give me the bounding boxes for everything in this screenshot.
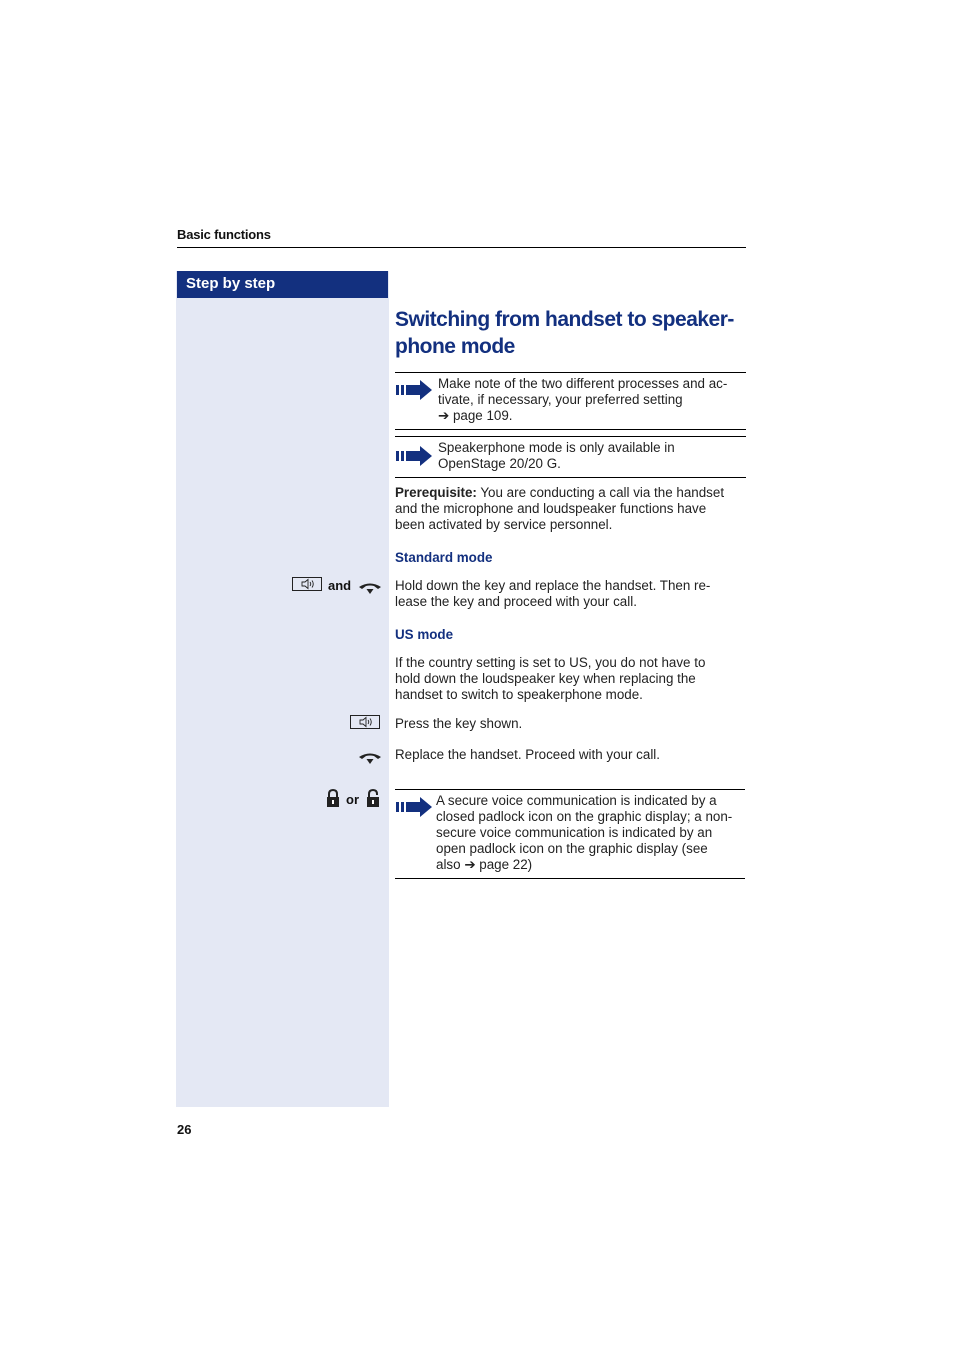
note-arrow-icon — [395, 796, 433, 818]
note-arrow-icon — [395, 379, 433, 401]
and-label: and — [328, 578, 352, 593]
handset-hook-icon — [358, 581, 382, 595]
page-number: 26 — [177, 1122, 192, 1137]
us-mode-heading: US mode — [395, 627, 454, 642]
step-by-step-heading: Step by step — [177, 271, 388, 298]
note-arrow-icon — [395, 445, 433, 467]
or-label: or — [346, 792, 359, 807]
note-box — [395, 436, 746, 478]
us-mode-text: If the country setting is set to US, you do not have to hold down the loudspeaker key when replacing the handset to switch to speakerphone mode. — [395, 655, 706, 702]
prerequisite-paragraph: Prerequisite: You are conducting a call via the handset and the microphone and loudspeaker functions have been activated by service personnel. — [395, 485, 725, 532]
page-reference-link[interactable]: page 109. — [452, 408, 513, 423]
padlock-closed-icon — [326, 789, 340, 808]
padlock-open-icon — [366, 789, 380, 808]
reference-arrow-icon: ➔ — [464, 857, 476, 872]
note-text: Speakerphone mode is only available in OpenStage 20/20 G. — [438, 440, 675, 471]
note-text: A secure voice communication is indicated by a closed padlock icon on the graphic display; a non- secure voice communication is indicated by an open padlock icon on the graphic display (see also ➔ page 22) — [436, 793, 733, 872]
note-box — [395, 789, 745, 879]
page-reference-link[interactable]: page 22) — [479, 857, 533, 872]
page-title — [395, 306, 745, 360]
standard-mode-heading: Standard mode — [395, 550, 493, 565]
step-replace-handset: Replace the handset. Proceed with your call. — [395, 747, 660, 762]
prerequisite-label: Prerequisite: — [395, 485, 477, 500]
step-press-key: Press the key shown. — [395, 716, 523, 731]
page-title-line: Switching from handset to speaker- — [395, 308, 734, 331]
loudspeaker-key-icon — [292, 577, 322, 591]
section-title: Basic functions — [177, 227, 271, 242]
step-by-step-column — [176, 271, 389, 1107]
reference-arrow-icon: ➔ — [438, 408, 453, 423]
standard-mode-text: Hold down the key and replace the handset. Then re- lease the key and proceed with your call. — [395, 578, 711, 609]
note-box — [395, 372, 746, 430]
header-divider — [177, 247, 746, 248]
page-title-line: phone mode — [395, 335, 515, 358]
handset-hook-icon — [358, 751, 382, 765]
loudspeaker-key-icon — [350, 715, 380, 729]
note-text: Make note of the two different processes and ac- tivate, if necessary, your preferred setting ➔ page 109. — [438, 376, 728, 423]
